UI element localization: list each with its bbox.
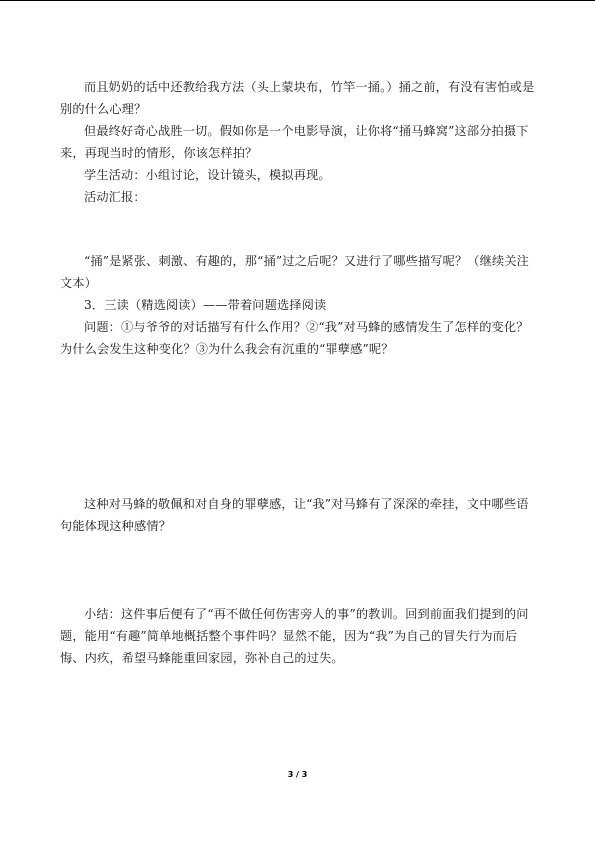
paragraph-after-poke: “捅”是紧张、刺激、有趣的，那“捅”过之后呢？又进行了哪些描写呢？（继续关注文本） <box>60 254 529 290</box>
paragraph-summary: 小结：这件事后便有了“再不做任何伤害旁人的事”的教训。回到前面我们提到的问题，能用“有趣”简单地概括整个事件吗？显然不能，因为“我”为自己的冒失行为而后悔、内疚，希望马蜂能重回家园，弥补自己的过失。 <box>60 607 529 665</box>
paragraph-director: 但最终好奇心战胜一切。假如你是一个电影导演，让你将“捅马蜂窝”这部分拍摄下来，再现当时的情形，你该怎样拍？ <box>60 124 529 160</box>
top-border-line <box>0 0 595 1</box>
paragraph-activity-report: 活动汇报： <box>84 190 146 204</box>
page-number: 3 / 3 <box>287 770 308 779</box>
paragraph-method: 而且奶奶的话中还教给我方法（头上蒙块布，竹竿一捅。）捅之前，有没有害怕或是别的什么心理？ <box>60 80 535 116</box>
paragraph-attachment: 这种对马蜂的敬佩和对自身的罪孽感，让“我”对马蜂有了深深的牵挂，文中哪些语句能体现这种感情？ <box>60 497 529 533</box>
section-heading-third-reading: 3．三读（精选阅读）——带着问题选择阅读 <box>84 298 327 312</box>
paragraph-student-activity: 学生活动：小组讨论，设计镜头，模拟再现。 <box>84 168 331 182</box>
paragraph-questions: 问题：①与爷爷的对话描写有什么作用？②“我”对马蜂的感情发生了怎样的变化？为什么会发生这种变化？③为什么我会有沉重的“罪孽感”呢？ <box>60 320 529 356</box>
